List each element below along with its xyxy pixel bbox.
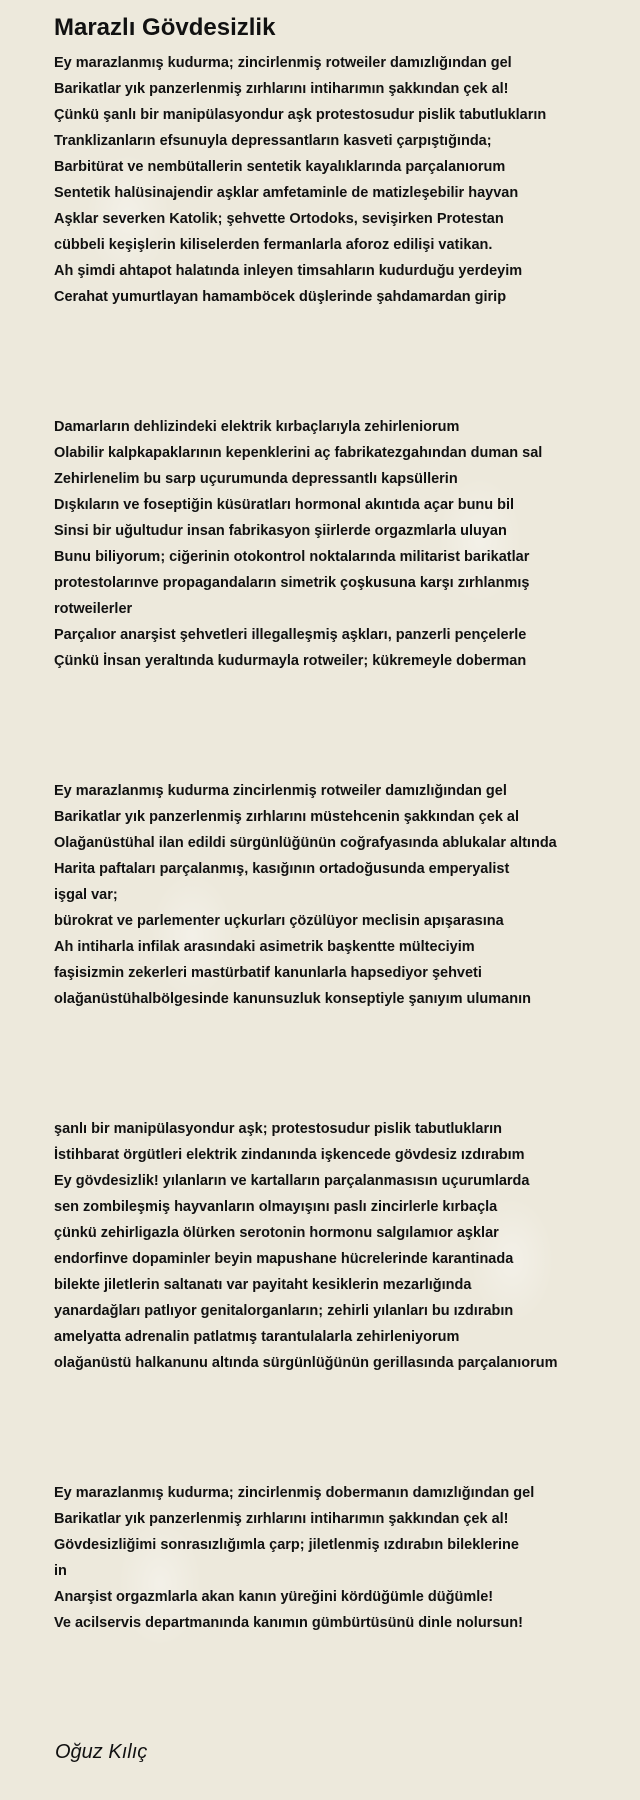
- poem-line: Cerahat yumurtlayan hamamböcek düşlerinde şahdamardan girip: [54, 289, 507, 305]
- poem-line: Anarşist orgazmlarla akan kanın yüreğini kördüğümle düğümle!: [54, 1589, 494, 1605]
- poem-line: Damarların dehlizindeki elektrik kırbaçlarıyla zehirleniorum: [54, 419, 460, 435]
- poem-line: Parçalıor anarşist şehvetleri illegalleşmiş aşkları, panzerli pençelerle: [54, 627, 527, 643]
- poem-line: Gövdesizliğimi sonrasızlığımla çarp; jiletlenmiş ızdırabın bileklerine: [54, 1537, 519, 1553]
- poem-line: Barikatlar yık panzerlenmiş zırhlarını intiharımın şakkından çek al!: [54, 81, 509, 97]
- stanza-3: [54, 778, 620, 1012]
- poem-line: bürokrat ve parlementer uçkurları çözülüyor meclisin apışarasına: [54, 913, 504, 929]
- poem-line: endorfinve dopaminler beyin mapushane hücrelerinde karantinada: [54, 1251, 514, 1267]
- poem-author: Oğuz Kılıç: [55, 1741, 148, 1763]
- poem-line: İstihbarat örgütleri elektrik zindanında işkencede gövdesiz ızdırabım: [54, 1147, 525, 1163]
- poem-line: Olabilir kalpkapaklarının kepenklerini aç fabrikatezgahından duman sal: [54, 445, 543, 461]
- poem-line: şanlı bir manipülasyondur aşk; protestosudur pislik tabutlukların: [54, 1121, 502, 1137]
- poem-line: Sinsi bir uğultudur insan fabrikasyon şiirlerde orgazmlarla uluyan: [54, 523, 507, 539]
- poem-line: cübbeli keşişlerin kiliselerden fermanlarla aforoz edilişi vatikan.: [54, 237, 493, 253]
- author-block: [55, 1738, 147, 1766]
- poem-line: Ey gövdesizlik! yılanların ve kartalların parçalanmasısın uçurumlarda: [54, 1173, 530, 1189]
- stanza-1: [54, 50, 620, 310]
- stanza-gap: [54, 1012, 620, 1116]
- stanza-4: [54, 1116, 620, 1376]
- poem-line: çünkü zehirligazla ölürken serotonin hormonu salgılamıor aşklar: [54, 1225, 499, 1241]
- poem-line: Barikatlar yık panzerlenmiş zırhlarını müstehcenin şakkından çek al: [54, 809, 519, 825]
- poem-line: Ah şimdi ahtapot halatında inleyen timsahların kudurduğu yerdeyim: [54, 263, 523, 279]
- poem-line: Ey marazlanmış kudurma; zincirlenmiş rotweiler damızlığından gel: [54, 55, 512, 71]
- poem-line: Barikatlar yık panzerlenmiş zırhlarını intiharımın şakkından çek al!: [54, 1511, 509, 1527]
- poem-line: protestolarınve propagandaların simetrik çoşkusuna karşı zırhlanmış: [54, 575, 530, 591]
- poem-line: bilekte jiletlerin saltanatı var payitaht kesiklerin mezarlığında: [54, 1277, 472, 1293]
- stanza-gap: [54, 310, 620, 414]
- poem-line: faşisizmin zekerleri mastürbatif kanunlarla hapsediyor şehveti: [54, 965, 482, 981]
- stanza-gap: [54, 1376, 620, 1480]
- poem-line: Aşklar severken Katolik; şehvette Ortodoks, sevişirken Protestan: [54, 211, 504, 227]
- poem-line: olağanüstü halkanunu altında sürgünlüğünün gerillasında parçalanıorum: [54, 1355, 558, 1371]
- poem-line: Tranklizanların efsunuyla depressantların kasveti çarpıştığında;: [54, 133, 492, 149]
- poem-line: Barbitürat ve nembütallerin sentetik kayalıklarında parçalanıorum: [54, 159, 506, 175]
- poem-line: Bunu biliyorum; ciğerinin otokontrol noktalarında militarist barikatlar: [54, 549, 530, 565]
- poem-line: Dışkıların ve foseptiğin küsüratları hormonal akıntıda açar bunu bil: [54, 497, 515, 513]
- poem-line: Ve acilservis departmanında kanımın gümbürtüsünü dinle nolursun!: [54, 1615, 523, 1631]
- stanza-2: [54, 414, 620, 674]
- poem-line: Ey marazlanmış kudurma zincirlenmiş rotweiler damızlığından gel: [54, 783, 507, 799]
- poem-line: olağanüstühalbölgesinde kanunsuzluk konseptiyle şanıyım ulumanın: [54, 991, 531, 1007]
- poem-line: Çünkü İnsan yeraltında kudurmayla rotweiler; kükremeyle doberman: [54, 653, 527, 669]
- poem-line: Zehirlenelim bu sarp uçurumunda depressantlı kapsüllerin: [54, 471, 458, 487]
- poem-line: işgal var;: [54, 887, 118, 903]
- poem-line: Harita paftaları parçalanmış, kasığının ortadoğusunda emperyalist: [54, 861, 510, 877]
- poem-line: Çünkü şanlı bir manipülasyondur aşk protestosudur pislik tabutlukların: [54, 107, 547, 123]
- poem-title: Marazlı Gövdesizlik: [54, 14, 276, 41]
- stanza-gap: [54, 674, 620, 778]
- poem-line: in: [54, 1563, 67, 1579]
- poem-line: Olağanüstühal ilan edildi sürgünlüğünün coğrafyasında ablukalar altında: [54, 835, 557, 851]
- poem-line: rotweilerler: [54, 601, 133, 617]
- stanza-5: [54, 1480, 620, 1636]
- poem-line: yanardağları patlıyor genitalorganların; zehirli yılanları bu ızdırabın: [54, 1303, 514, 1319]
- poem-line: Ah intiharla infilak arasındaki asimetrik başkentte mülteciyim: [54, 939, 475, 955]
- poem-line: Sentetik halüsinajendir aşklar amfetaminle de matizleşebilir hayvan: [54, 185, 519, 201]
- poem-line: sen zombileşmiş hayvanların olmayışını paslı zincirlerle kırbaçla: [54, 1199, 498, 1215]
- poem-line: Ey marazlanmış kudurma; zincirlenmiş dobermanın damızlığından gel: [54, 1485, 535, 1501]
- poem-line: amelyatta adrenalin patlatmış tarantulalarla zehirleniyorum: [54, 1329, 460, 1345]
